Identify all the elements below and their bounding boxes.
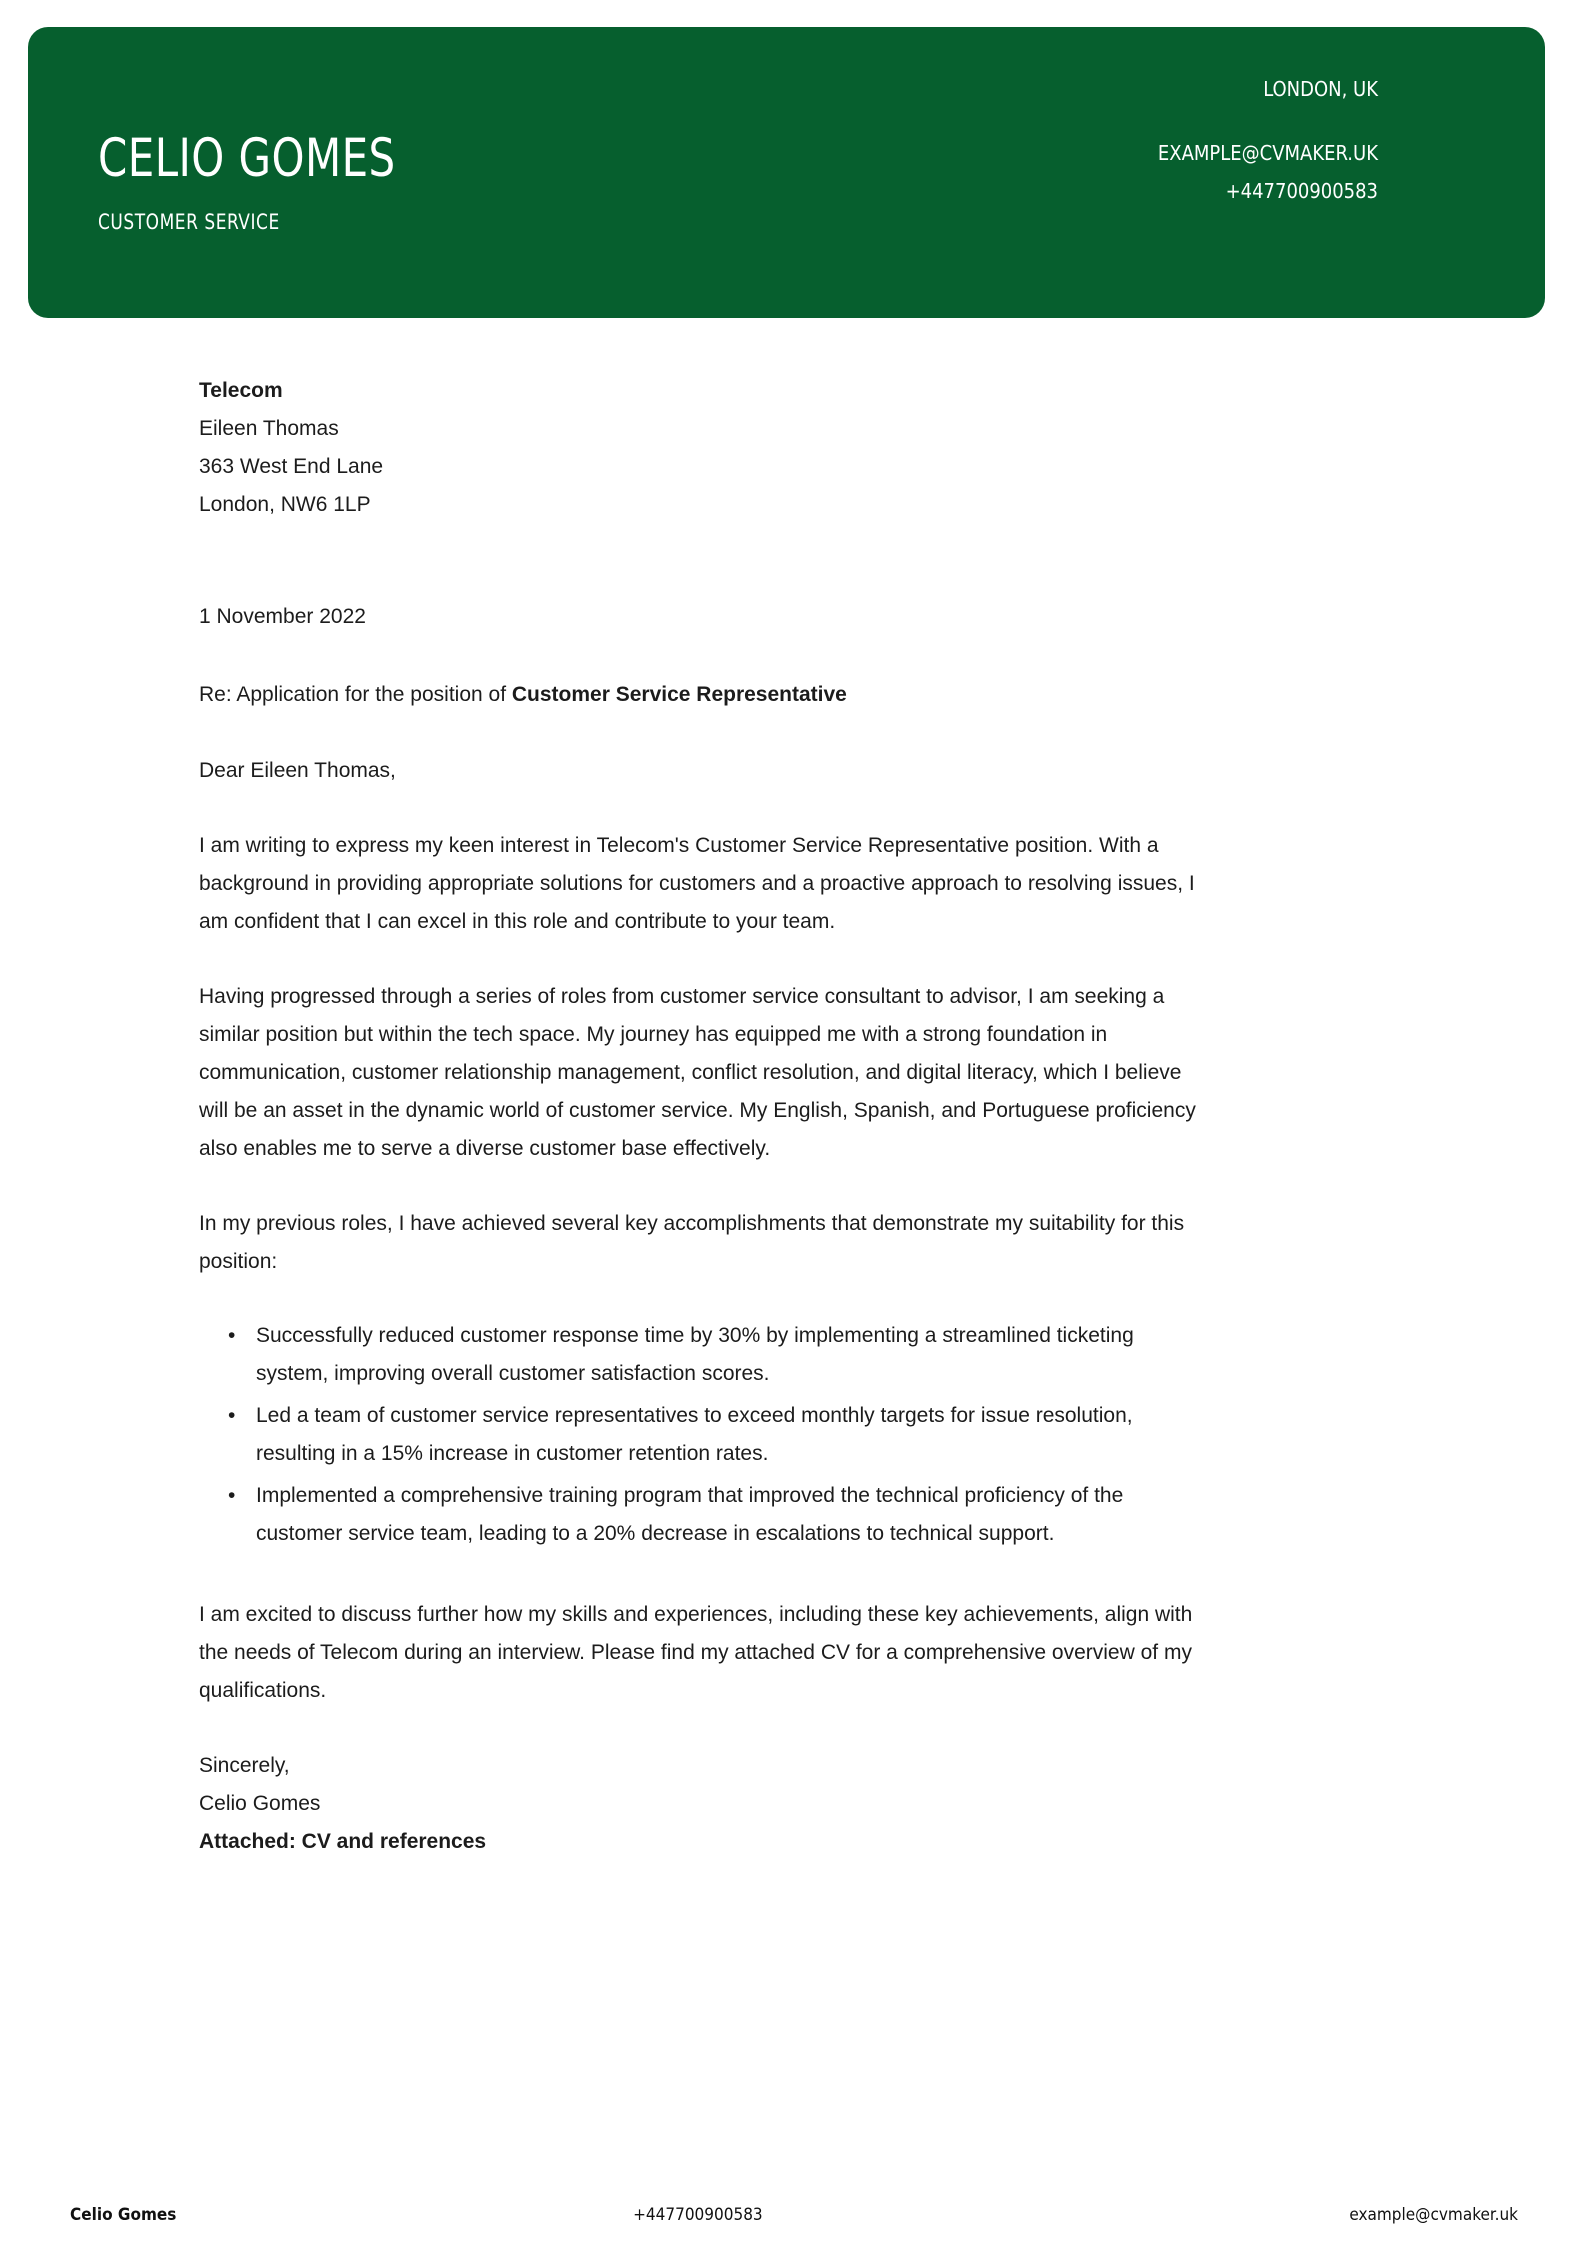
recipient-name: Eileen Thomas xyxy=(199,417,339,440)
achievements-list xyxy=(199,1317,1209,1553)
contact-email[interactable]: EXAMPLE@CVMAKER.UK xyxy=(1157,141,1378,165)
letter-salutation: Dear Eileen Thomas, xyxy=(199,759,396,782)
contact-location: LONDON, UK xyxy=(1263,77,1378,101)
footer-name: Celio Gomes xyxy=(70,2205,177,2225)
letter-date: 1 November 2022 xyxy=(199,605,366,628)
footer-email[interactable]: example@cvmaker.uk xyxy=(1349,2205,1518,2225)
signoff-name: Celio Gomes xyxy=(199,1792,321,1815)
footer-phone[interactable]: +447700900583 xyxy=(633,2205,763,2225)
recipient-address-block xyxy=(199,372,1209,524)
list-item: • Led a team of customer service representatives to exceed monthly targets for issue resolution, resulting in a 15% increase in customer retention rates. xyxy=(256,1397,1209,1473)
letter-signoff-block xyxy=(199,1747,1209,1861)
header-contact-block xyxy=(1158,79,1378,201)
list-item: • Implemented a comprehensive training program that improved the technical proficiency of the customer service team, leading to a 20% decrease in escalations to technical support. xyxy=(256,1477,1209,1553)
page-footer xyxy=(70,2205,1518,2225)
letter-body xyxy=(199,372,1209,1861)
letter-closing-paragraph: I am excited to discuss further how my skills and experiences, including these key achievements, align with the needs of Telecom during an interview. Please find my attached CV for a comprehensive overview of my qualifications. xyxy=(199,1603,1193,1702)
list-item: • Successfully reduced customer response time by 30% by implementing a streamlined ticketing system, improving overall customer satisfaction scores. xyxy=(256,1317,1209,1393)
subject-prefix: Re: Application for the position of xyxy=(199,683,512,706)
letter-subject-line xyxy=(199,676,1209,714)
candidate-name: CELIO GOMES xyxy=(98,128,396,189)
contact-phone[interactable]: +447700900583 xyxy=(1225,179,1378,203)
signoff-attachment-note: Attached: CV and references xyxy=(199,1830,487,1853)
recipient-organization: Telecom xyxy=(199,379,283,402)
recipient-city-postcode: London, NW6 1LP xyxy=(199,493,371,516)
achievements-intro: In my previous roles, I have achieved several key accomplishments that demonstrate my suitability for this position: xyxy=(199,1212,1185,1273)
letter-paragraph-1: I am writing to express my keen interest in Telecom's Customer Service Representative position. With a background in providing appropriate solutions for customers and a proactive approach to resolving issues, I am confident that I can excel in this role and contribute to your team. xyxy=(199,834,1195,933)
subject-position: Customer Service Representative xyxy=(511,683,847,706)
candidate-job-title: CUSTOMER SERVICE xyxy=(98,210,280,234)
identity-block xyxy=(98,128,436,234)
letter-paragraph-2: Having progressed through a series of roles from customer service consultant to advisor, I am seeking a similar position but within the tech space. My journey has equipped me with a strong foundation in communication, customer relationship management, conflict resolution, and digital literacy, which I believe will be an asset in the dynamic world of customer service. My English, Spanish, and Portuguese proficiency also enables me to serve a diverse customer base effectively. xyxy=(199,985,1196,1160)
letter-header-banner xyxy=(28,27,1545,318)
recipient-street: 363 West End Lane xyxy=(199,455,384,478)
signoff-valediction: Sincerely, xyxy=(199,1754,290,1777)
